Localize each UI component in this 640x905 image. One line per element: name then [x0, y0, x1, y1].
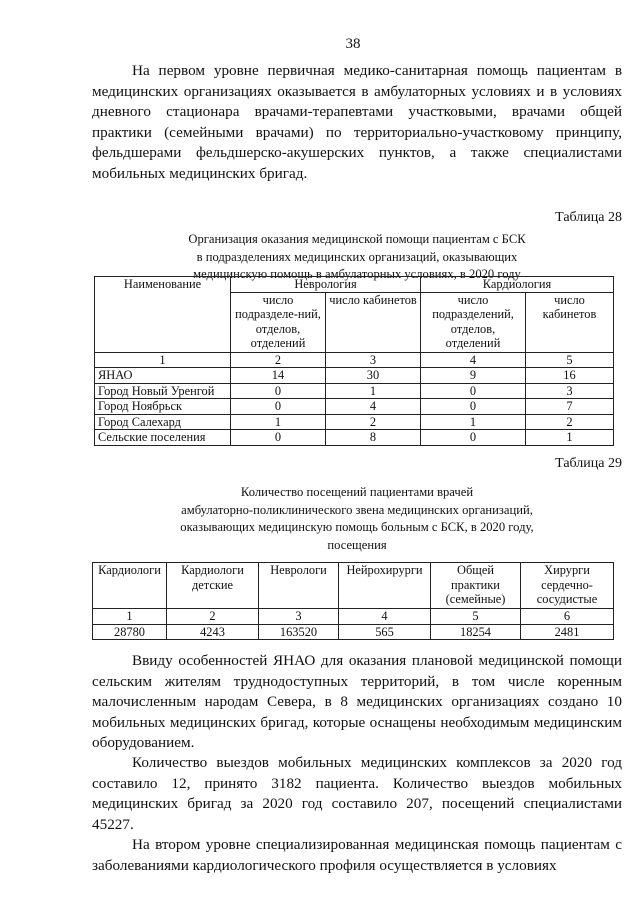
- table-29-caption: [92, 484, 622, 554]
- header-cell: Хирурги сердечно-сосудистые: [521, 563, 614, 609]
- cell: 565: [339, 624, 431, 640]
- cell: 4: [326, 399, 421, 415]
- header-cell: Кардиологи детские: [167, 563, 259, 609]
- caption-line: Организация оказания медицинской помощи пациентам с БСК: [188, 232, 526, 246]
- column-number-row: [93, 609, 614, 625]
- caption-line: медицинскую помощь в амбулаторных условиях, в 2020 году: [193, 267, 521, 281]
- page-number: 38: [345, 36, 361, 52]
- header-cell: Неврологи: [259, 563, 339, 609]
- table-row: [95, 414, 614, 430]
- cell: 8: [326, 430, 421, 446]
- cell: 16: [526, 368, 614, 384]
- col-number: 3: [326, 352, 421, 368]
- cell: 0: [231, 430, 326, 446]
- caption-line: амбулаторно-поликлинического звена медицинских организаций,: [181, 502, 533, 517]
- table-28-label: Таблица 28: [555, 210, 622, 225]
- header-cell: Кардиологи: [93, 563, 167, 609]
- table-row: [95, 399, 614, 415]
- cell: 28780: [93, 624, 167, 640]
- table-row: [95, 383, 614, 399]
- subheader: число кабинетов: [326, 292, 421, 352]
- column-number-row: [95, 352, 614, 368]
- cell: 4243: [167, 624, 259, 640]
- cell: 18254: [431, 624, 521, 640]
- header-neurology: Неврология: [231, 277, 421, 293]
- row-name: Город Новый Уренгой: [95, 383, 231, 399]
- table-row: [93, 624, 614, 640]
- cell: 1: [326, 383, 421, 399]
- cell: 3: [526, 383, 614, 399]
- cell: 0: [421, 399, 526, 415]
- col-number: 2: [167, 609, 259, 625]
- caption-line: Количество посещений пациентами врачей: [240, 485, 474, 499]
- row-name: Город Ноябрьск: [95, 399, 231, 415]
- col-number: 3: [259, 609, 339, 625]
- cell: 14: [231, 368, 326, 384]
- subheader: число кабинетов: [526, 292, 614, 352]
- col-number: 6: [521, 609, 614, 625]
- paragraph-trips: Количество выездов мобильных медицинских комплексов за 2020 год составило 12, принято 3182 пациента. Количество выездов мобильных медицинских бригад за 2020 год составило 207, посещений специалистами 45227.: [92, 754, 622, 833]
- col-number: 2: [231, 352, 326, 368]
- paragraph-second-level: На втором уровне специализированная медицинская помощь пациентам с заболеваниями кардиологического профиля осуществляется в условиях: [92, 836, 622, 874]
- caption-line: посещения: [327, 537, 387, 552]
- cell: 7: [526, 399, 614, 415]
- table-29-label: Таблица 29: [555, 456, 622, 471]
- cell: 0: [421, 383, 526, 399]
- header-name: Наименование: [95, 277, 231, 353]
- col-number: 1: [93, 609, 167, 625]
- cell: 163520: [259, 624, 339, 640]
- col-number: 5: [526, 352, 614, 368]
- cell: 30: [326, 368, 421, 384]
- subheader: число подразделений, отделов, отделений: [421, 292, 526, 352]
- cell: 1: [231, 414, 326, 430]
- cell: 1: [526, 430, 614, 446]
- col-number: 4: [339, 609, 431, 625]
- cell: 0: [231, 399, 326, 415]
- table-row: [95, 368, 614, 384]
- col-number: 4: [421, 352, 526, 368]
- cell: 2481: [521, 624, 614, 640]
- table-row: [95, 430, 614, 446]
- cell: 2: [326, 414, 421, 430]
- paragraph-intro: На первом уровне первичная медико-санитарная помощь пациентам в медицинских организациях оказывается в амбулаторных условиях и в условиях дневного стационара врачами-терапевтами участковыми, врачами общей практики (семейными врачами) по территориально-участковому принципу, фельдшерами фельдшерско-акушерских пунктов, а также специалистами мобильных медицинских бригад.: [92, 62, 622, 182]
- cell: 9: [421, 368, 526, 384]
- caption-line: оказывающих медицинскую помощь больным с БСК, в 2020 году,: [180, 520, 534, 534]
- header-cardiology: Кардиология: [421, 277, 614, 293]
- col-number: 1: [95, 352, 231, 368]
- row-name: ЯНАО: [95, 368, 231, 384]
- subheader: число подразделе-ний, отделов, отделений: [231, 292, 326, 352]
- cell: 2: [526, 414, 614, 430]
- row-name: Город Салехард: [95, 414, 231, 430]
- table-28: [94, 276, 614, 446]
- paragraph-mobile-brigades: Ввиду особенностей ЯНАО для оказания плановой медицинской помощи сельским жителям труднодоступных территорий, в том числе коренным малочисленным народам Севера, в 8 медицинских организациях создано 10 мобильных медицинских бригад, которые оснащены необходимым медицинским оборудованием.: [92, 652, 622, 751]
- header-cell: Нейрохирурги: [339, 563, 431, 609]
- header-cell: Общей практики (семейные): [431, 563, 521, 609]
- cell: 1: [421, 414, 526, 430]
- col-number: 5: [431, 609, 521, 625]
- row-name: Сельские поселения: [95, 430, 231, 446]
- cell: 0: [231, 383, 326, 399]
- table-29: [92, 562, 614, 640]
- cell: 0: [421, 430, 526, 446]
- caption-line: в подразделениях медицинских организаций, оказывающих: [196, 249, 518, 264]
